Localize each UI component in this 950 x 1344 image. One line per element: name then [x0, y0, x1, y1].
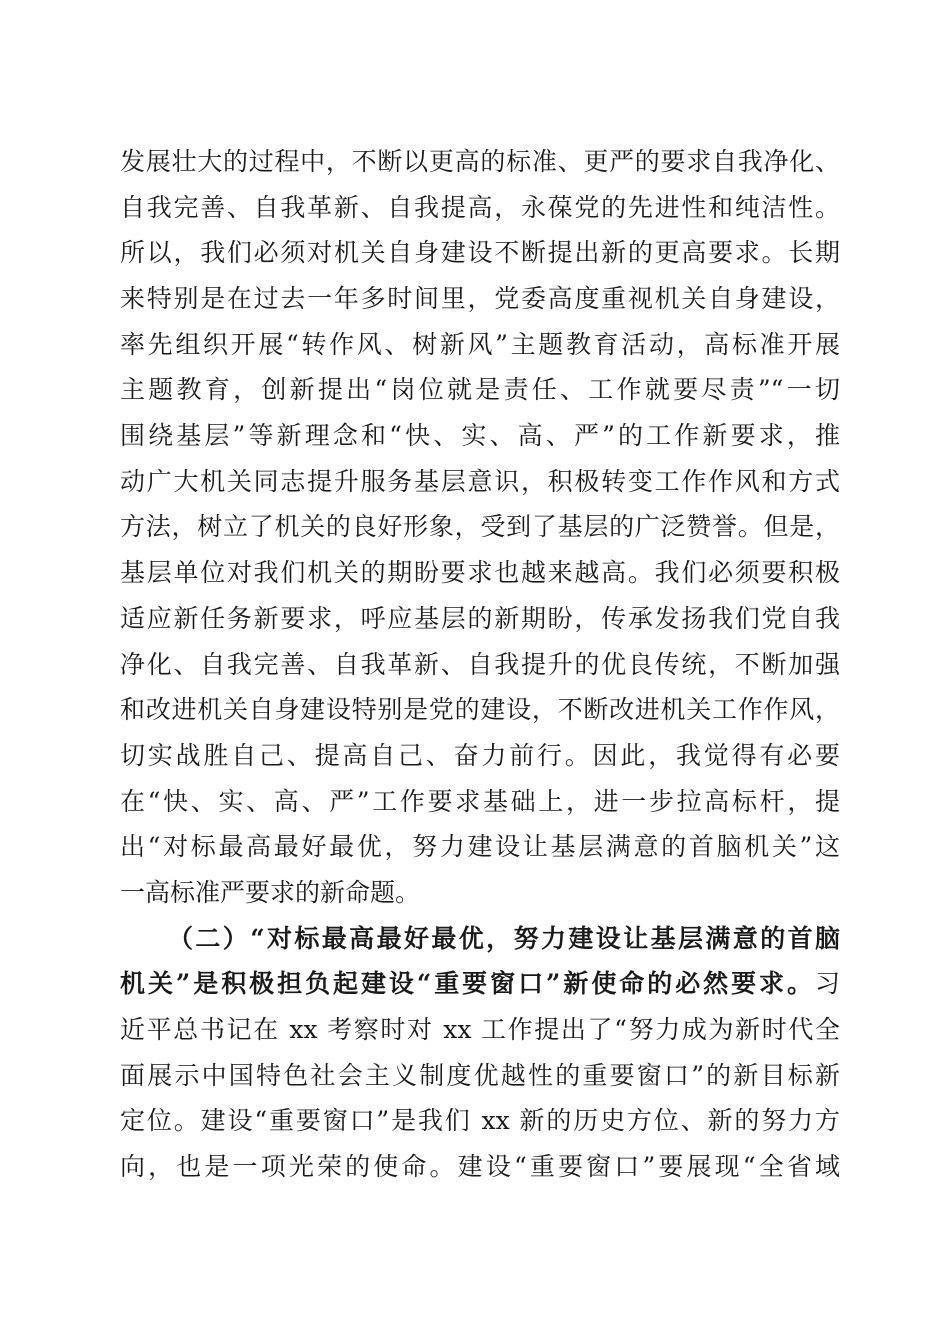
- body-text-line: 一高标准严要求的新命题。: [120, 878, 421, 907]
- body-text-line: 切实战胜自己、提高自己、奋力前行。因此，我觉得有必要: [120, 741, 840, 770]
- section-heading-bold: 机关”是积极担负起建设“重要窗口”新使命的必然要求。: [120, 969, 815, 998]
- body-text-line: 发展壮大的过程中，不断以更高的标准、更严的要求自我净化、: [120, 147, 840, 176]
- body-text-line: 来特别是在过去一年多时间里，党委高度重视机关自身建设，: [120, 284, 840, 313]
- body-text-line: 主题教育，创新提出“岗位就是责任、工作就要尽责”“一切: [120, 375, 840, 404]
- body-text-line: 方法，树立了机关的良好形象，受到了基层的广泛赞誉。但是，: [120, 512, 840, 541]
- body-text-line: 围绕基层”等新理念和“快、实、高、严”的工作新要求，推: [120, 421, 840, 450]
- body-text-line: 动广大机关同志提升服务基层意识，积极转变工作作风和方式: [120, 467, 840, 496]
- body-text-line: 向，也是一项光荣的使命。建设“重要窗口”要展现“全省域: [120, 1152, 840, 1181]
- section-heading-line: （二）“对标最高最好最优，努力建设让基层满意的首脑: [168, 924, 840, 953]
- section-heading-line-mixed: [120, 964, 840, 1004]
- body-text-line: 基层单位对我们机关的期盼要求也越来越高。我们必须要积极: [120, 558, 840, 587]
- section-heading-continuation: 习: [814, 969, 840, 998]
- body-text-line: 面展示中国特色社会主义制度优越性的重要窗口”的新目标新: [120, 1061, 840, 1090]
- body-text-line: 近平总书记在 xx 考察时对 xx 工作提出了“努力成为新时代全: [120, 1015, 840, 1044]
- body-text-line: 和改进机关自身建设特别是党的建设，不断改进机关工作作风，: [120, 695, 840, 724]
- body-text-line: 率先组织开展“转作风、树新风”主题教育活动，高标准开展: [120, 330, 840, 359]
- body-text-line: 定位。建设“重要窗口”是我们 xx 新的历史方位、新的努力方: [120, 1106, 840, 1135]
- body-text-line: 适应新任务新要求，呼应基层的新期盼，传承发扬我们党自我: [120, 604, 840, 633]
- body-text-line: 在“快、实、高、严”工作要求基础上，进一步拉高标杆，提: [120, 787, 840, 816]
- body-text-line: 自我完善、自我革新、自我提高，永葆党的先进性和纯洁性。: [120, 193, 840, 222]
- body-text-line: 所以，我们必须对机关自身建设不断提出新的更高要求。长期: [120, 238, 840, 267]
- body-text-line: 净化、自我完善、自我革新、自我提升的优良传统，不断加强: [120, 650, 840, 679]
- body-text-line: 出“对标最高最好最优，努力建设让基层满意的首脑机关”这: [120, 832, 840, 861]
